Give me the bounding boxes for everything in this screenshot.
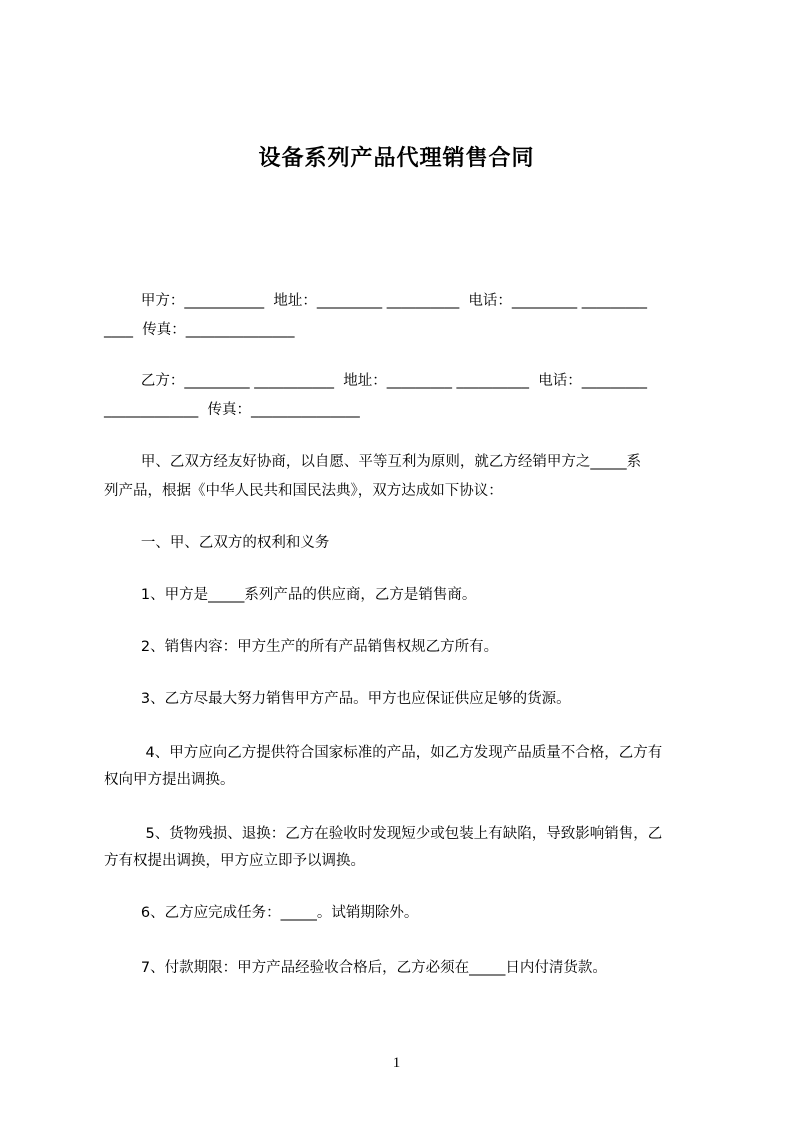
preamble-line-2: 列产品，根据《中华人民共和国民法典》，双方达成如下协议： xyxy=(104,483,503,499)
party-b-line-1: 乙方：_________ ___________ 地址：_________ __________ 电话：_________ xyxy=(104,373,648,389)
clause-4-line-1: 4、甲方应向乙方提供符合国家标准的产品，如乙方发现产品质量不合格，乙方有 xyxy=(104,745,663,761)
clause-5-line-1: 5、货物残损、退换：乙方在验收时发现短少或包装上有缺陷，导致影响销售，乙 xyxy=(104,826,663,842)
clause-2: 2、销售内容：甲方生产的所有产品销售权规乙方所有。 xyxy=(104,639,499,655)
clause-7: 7、付款期限：甲方产品经验收合格后，乙方必须在_____日内付清货款。 xyxy=(104,960,607,976)
document-title: 设备系列产品代理销售合同 xyxy=(258,146,535,171)
party-b-line-2: _____________ 传真：_______________ xyxy=(104,402,360,418)
clause-5-line-2: 方有权提出调换，甲方应立即予以调换。 xyxy=(104,853,365,869)
clause-4-line-2: 权向甲方提出调换。 xyxy=(104,772,235,788)
clause-3: 3、乙方尽最大努力销售甲方产品。甲方也应保证供应足够的货源。 xyxy=(104,691,571,707)
party-a-line-2: ____ 传真：_______________ xyxy=(104,322,295,338)
page-number: 1 xyxy=(392,1055,401,1071)
clause-1: 1、甲方是_____系列产品的供应商，乙方是销售商。 xyxy=(104,587,477,603)
preamble-line-1: 甲、乙双方经友好协商，以自愿、平等互利为原则，就乙方经销甲方之_____系 xyxy=(104,454,642,470)
section-heading: 一、甲、乙双方的权利和义务 xyxy=(104,535,330,551)
clause-6: 6、乙方应完成任务：_____。试销期除外。 xyxy=(104,905,419,921)
party-a-line-1: 甲方：___________ 地址：_________ __________ 电话：_________ _________ xyxy=(104,293,648,309)
